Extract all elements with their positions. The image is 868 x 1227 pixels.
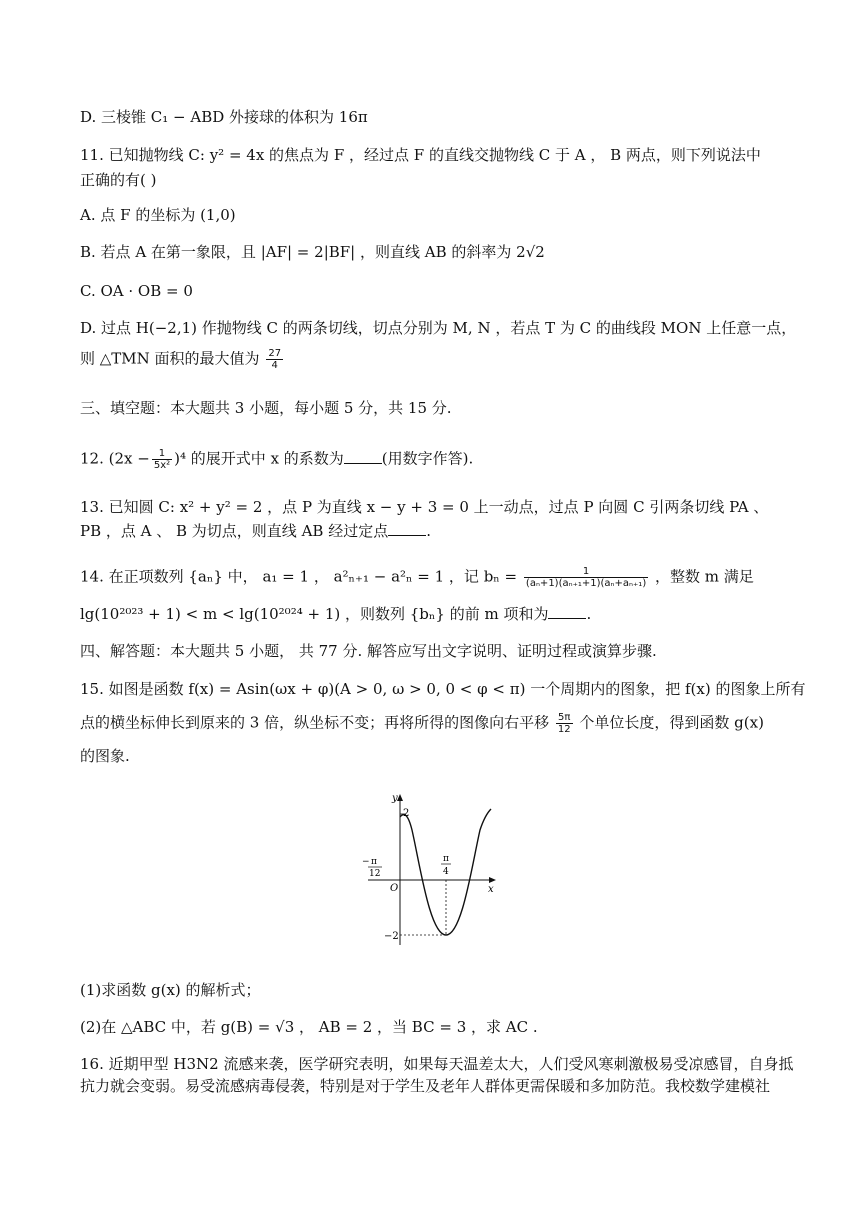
q11-option-d-line1: D. 过点 H(−2,1) 作抛物线 C 的两条切线，切点分别为 M, N ，若点 T 为 C 的曲线段 MON 上任意一点， bbox=[80, 319, 797, 337]
left-label-denominator: 12 bbox=[369, 869, 381, 879]
q15-line3: 的图象. bbox=[80, 747, 130, 765]
q13-line2: PB ，点 A 、 B 为切点，则直线 AB 经过定点 . bbox=[80, 522, 431, 540]
section-fill-in-heading: 三、填空题：本大题共 3 小题，每小题 5 分，共 15 分. bbox=[80, 399, 452, 417]
max-label: 2 bbox=[403, 808, 410, 819]
fraction-27-4: $\frac{27}{4}$ bbox=[268, 348, 282, 371]
q14-line2: lg(10²⁰²³ + 1) < m < lg(10²⁰²⁴ + 1) ，则数列 {bₙ} 的前 m 项和为 . bbox=[80, 605, 592, 623]
q11-option-d-line2: 则 △TMN 面积的最大值为 $\frac{27}{4}$ bbox=[80, 348, 282, 371]
q15-line2: 点的横坐标伸长到原来的 3 倍，纵坐标不变；再将所得的图像向右平移 $\frac{5\pi}{12}$ 个单位长度，得到函数 g(x) bbox=[80, 712, 764, 735]
y-axis-label: y bbox=[392, 793, 398, 804]
q15-line1: 15. 如图是函数 f(x) = Asin(ωx + φ)(A > 0, ω > 0, 0 < φ < π) 一个周期内的图象，把 f(x) 的图象上所有 bbox=[80, 680, 806, 698]
sine-graph-figure bbox=[360, 790, 500, 950]
answer-blank[interactable] bbox=[548, 604, 586, 619]
q14-line1: 14. 在正项数列 {aₙ} 中， a₁ = 1 ， a²ₙ₊₁ − a²ₙ = 1 ，记 bₙ = $\frac{1}{\text{(aₙ+1)(aₙ₊₁+1)(aₙ+aₙ₊₁)}}$ ，整数 m 满足 bbox=[80, 566, 754, 589]
answer-blank[interactable] bbox=[344, 449, 382, 464]
x-axis-label: x bbox=[488, 884, 494, 895]
left-label-numerator: π bbox=[371, 857, 377, 867]
origin-label: O bbox=[390, 883, 399, 894]
min-label: −2 bbox=[384, 931, 399, 942]
q12-line: 12. (2x − $\frac{1}{\text{5x²}}$ )⁴ 的展开式中 x 的系数为 (用数字作答). bbox=[80, 448, 474, 471]
x-axis-arrow bbox=[489, 877, 496, 883]
q16-line1: 16. 近期甲型 H3N2 流感来袭，医学研究表明，如果每天温差太大，人们受风寒刺激极易受凉感冒，自身抵 bbox=[80, 1055, 794, 1073]
section-answer-heading: 四、解答题：本大题共 5 小题， 共 77 分. 解答应写出文字说明、证明过程或演算步骤. bbox=[80, 642, 657, 660]
y-axis-arrow bbox=[397, 794, 403, 801]
q11-option-c: C. OA · OB = 0 bbox=[80, 282, 193, 300]
option-d-prev: D. 三棱锥 C₁ − ABD 外接球的体积为 16π bbox=[80, 108, 368, 126]
fraction-1-5x2: $\frac{1}{\text{5x²}}$ bbox=[153, 448, 171, 471]
q11-stem-line1: 11. 已知抛物线 C: y² = 4x 的焦点为 F ，经过点 F 的直线交抛物线 C 于 A ， B 两点，则下列说法中 bbox=[80, 146, 761, 164]
q13-line1: 13. 已知圆 C: x² + y² = 2 ，点 P 为直线 x − y + 3 = 0 上一动点，过点 P 向圆 C 引两条切线 PA 、 bbox=[80, 498, 769, 516]
q11-option-b: B. 若点 A 在第一象限，且 |AF| = 2|BF| ，则直线 AB 的斜率为 2√2 bbox=[80, 243, 545, 261]
left-label-sign: − bbox=[362, 857, 370, 867]
q15-part2: (2)在 △ABC 中，若 g(B) = √3 ， AB = 2 ，当 BC = 3 ，求 AC . bbox=[80, 1018, 538, 1036]
quarter-pi-denominator: 4 bbox=[443, 867, 449, 877]
q16-line2: 抗力就会变弱。易受流感病毒侵袭，特别是对于学生及老年人群体更需保暖和多加防范。我校数学建模社 bbox=[80, 1077, 771, 1095]
fraction-bn: $\frac{1}{\text{(aₙ+1)(aₙ₊₁+1)(aₙ+aₙ₊₁)}}$ bbox=[525, 566, 647, 589]
q11-stem-line2: 正确的有( ) bbox=[80, 171, 157, 189]
quarter-pi-numerator: π bbox=[443, 854, 449, 864]
q11-option-a: A. 点 F 的坐标为 (1,0) bbox=[80, 206, 236, 224]
answer-blank[interactable] bbox=[388, 521, 426, 536]
fraction-5pi-12: $\frac{5\pi}{12}$ bbox=[557, 712, 571, 735]
q15-part1: (1)求函数 g(x) 的解析式； bbox=[80, 981, 261, 999]
